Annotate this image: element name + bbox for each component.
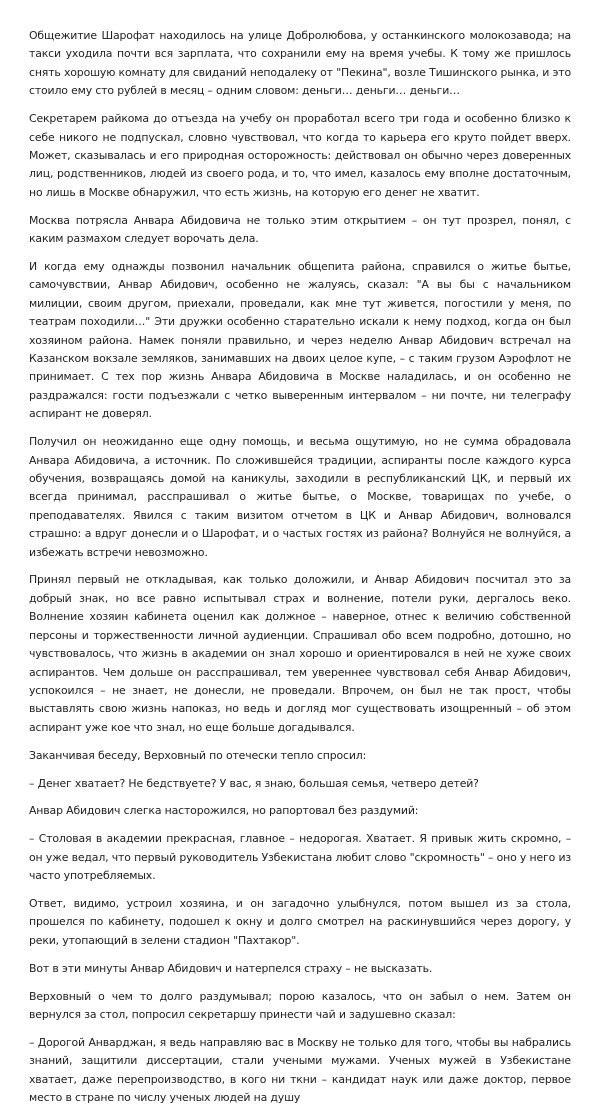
paragraph-6: Принял первый не откладывая, как только доложили, и Анвар Абидович посчитал это за добрый знак, но все равно испытывал страх и волнение, потели руки, дергалось веко. Волнение хозяин кабинета оценил как должное – наверное, отнес к величию собственной персоны и торжественности личной аудиенции. Спрашивал обо всем подробно, дотошно, но чувствовалось, что жизнь в академии он знал хорошо и ориентировался в ней не хуже своих аспирантов. Чем дольше он расспрашивал, тем увереннее чувствовал себя Анвар Абидович, успокоился – не знает, не донесли, не проведали. Впрочем, он был не так прост, чтобы выставлять свою жизнь напоказ, но ведь и догляд мог существовать изощренный – об этом аспирант уже кое что знал, но еще больше догадывался. [29,573,571,734]
paragraph-2: Секретарем райкома до отъезда на учебу он проработал всего три года и особенно близко к себе никого не подпускал, словно чувствовал, что когда то карьера его круто пойдет вверх. Может, сказывалась и его природная осторожность: действовал он обычно через доверенных лиц, родственников, людей из своего рода, и то, что имел, казалось ему вполне достаточным, но лишь в Москве обнаружил, что есть жизнь, на которую его денег не хватит. [29,112,571,199]
paragraph-9: Анвар Абидович слегка насторожился, но рапортовал без раздумий: [29,804,419,818]
paragraph-13: Верховный о чем то долго раздумывал; порою казалось, что он забыл о нем. Затем он вернулся за стол, попросил секретаршу принести чай и задушевно сказал: [29,989,571,1022]
paragraph-14: – Дорогой Анварджан, я ведь направляю вас в Москву не только для того, чтобы вы набрались знаний, защитили диссертации, стали учеными мужами. Ученых мужей в Узбекистане хватает, даже перепроизводство, в кого ни ткни – кандидат наук или даже доктор, первое место в стране по числу ученых людей на душу [29,1036,571,1105]
paragraph-1: Общежитие Шарофат находилось на улице Добролюбова, у останкинского молокозавода; на такси уходила почти вся зарплата, что сохранили ему на время учебы. К тому же пришлось снять хорошую комнату для свиданий неподалеку от "Пекина", возле Тишинского рынка, и это стоило ему сто рублей в месяц – одним словом: деньги… деньги… деньги… [29,29,571,98]
paragraph-5: Получил он неожиданно еще одну помощь, и весьма ощутимую, но не сумма обрадовала Анвара Абидовича, а источник. По сложившейся традиции, аспиранты после каждого курса обучения, возвращаясь домой на каникулы, заходили в республиканский ЦК, и первый их всегда принимал, расспрашивал о житье бытье, о Москве, товарищах по учебе, о преподавателях. Явился с таким визитом отчетом в ЦК и Анвар Абидович, волновался страшно: а вдруг донесли и о Шарофат, и о частых гостях из района? Волнуйся не волнуйся, а избежать встречи невозможно. [29,435,571,559]
paragraph-4: И когда ему однажды позвонил начальник общепита района, справился о житье бытье, самочувствии, Анвар Абидович, особенно не жалуясь, сказал: "А вы бы с начальником милиции, своим другом, приехали, проведали, как мне тут живется, погостили у меня, по театрам походили…" Эти дружки особенно старательно искали к нему подход, когда он был хозяином района. Намек поняли правильно, и через неделю Анвар Абидович встречал на Казанском вокзале земляков, занимавших на двоих целое купе, – с таким грузом Аэрофлот не принимает. С тех пор жизнь Анвара Абидовича в Москве наладилась, и он особенно не раздражался: гости подъезжали с четко выверенным интервалом – ни почте, ни телеграфу аспирант не доверял. [29,259,571,421]
paragraph-12: Вот в эти минуты Анвар Абидович и натерпелся страху – не высказать. [29,961,433,975]
document-page [29,27,571,1117]
paragraph-3: Москва потрясла Анвара Абидовича не только этим открытием – он тут прозрел, понял, с каким размахом следует ворочать дела. [29,213,571,246]
paragraph-10: – Столовая в академии прекрасная, главное – недорогая. Хватает. Я привык жить скромно, – он уже ведал, что первый руководитель Узбекистана любит слово "скромность" – оно у него из часто употребляемых. [29,832,572,883]
paragraph-7: Заканчивая беседу, Верховный по отечески тепло спросил: [29,748,367,762]
paragraph-11: Ответ, видимо, устроил хозяина, и он загадочно улыбнулся, потом вышел из за стола, прошелся по кабинету, подошел к окну и долго смотрел на раскинувшийся через дорогу, у реки, утопающий в зелени стадион "Пахтакор". [29,897,571,947]
paragraph-8: – Денег хватает? Не бедствуете? У вас, я знаю, большая семья, четверо детей? [29,776,479,790]
